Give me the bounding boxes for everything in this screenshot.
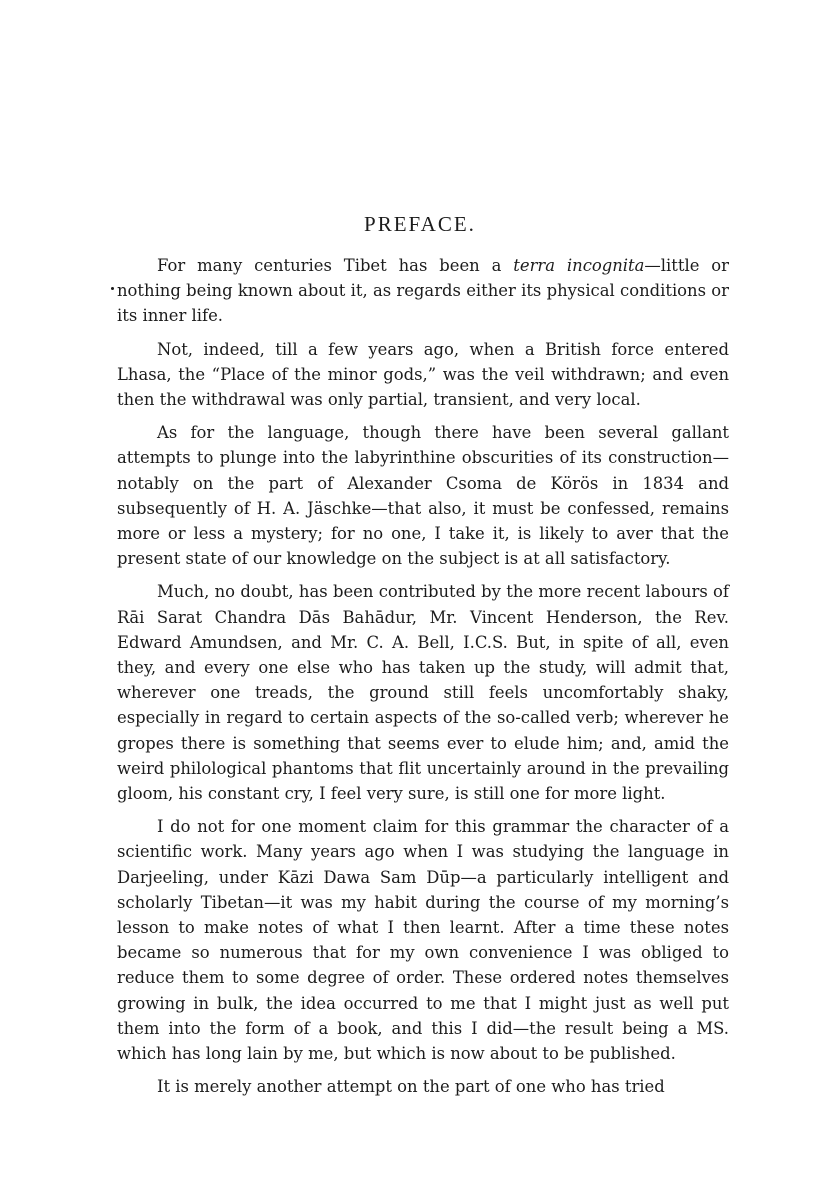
print-speck [111,287,114,290]
paragraph-1-italic: terra incognita [513,256,645,275]
paragraph-6: It is merely another attempt on the part of one who has tried [157,1077,665,1097]
page-title: PREFACE. [364,212,476,236]
paragraph-3: As for the language, though there have been several gallant attempts to plunge into the labyrinthine obscurities of its construction—notably on the part of Alexander Csoma de Körös in 1834 and subsequently of H. A. Jäschke—that also, it must be confessed, remains more or less a mystery; for no one, I take it, is likely to aver that the present state of our knowledge on the subject is at all satisfactory. [117,423,729,569]
paragraph-4: Much, no doubt, has been contributed by the more recent labours of Rāi Sarat Chandra Dās Bahādur, Mr. Vincent Henderson, the Rev. Edward Amundsen, and Mr. C. A. Bell, I.C.S. But, in spite of all, even they, and every one else who has taken up the study, will admit that, wherever one treads, the ground still feels uncomfortably shaky, especially in regard to certain aspects of the so-called verb; wherever he gropes there is something that seems ever to elude him; and, amid the weird philological phantoms that flit uncertainly around in the prevailing gloom, his constant cry, I feel very sure, is still one for more light. [117,582,729,804]
paragraph-1-rest: —little or nothing being known about it, as regards either its physical conditions or its inner life. [117,256,729,326]
paragraph-1 [117,253,729,329]
paragraph-1-text: For many centuries Tibet has been a [157,256,514,275]
preface-body [117,253,729,1108]
paragraph-2: Not, indeed, till a few years ago, when a British force entered Lhasa, the “Place of the minor gods,” was the veil withdrawn; and even then the withdrawal was only partial, transient, and very local. [117,339,729,410]
paragraph-5: I do not for one moment claim for this grammar the character of a scientific work. Many years ago when I was studying the language in Darjeeling, under Kāzi Dawa Sam Dūp—a particularly intelligent and scholarly Tibetan—it was my habit during the course of my morning’s lesson to make notes of what I then learnt. After a time these notes became so numerous that for my own convenience I was obliged to reduce them to some degree of order. These ordered notes themselves growing in bulk, the idea occurred to me that I might just as well put them into the form of a book, and this I did—the result being a MS. which has long lain by me, but which is now about to be published. [117,817,729,1064]
